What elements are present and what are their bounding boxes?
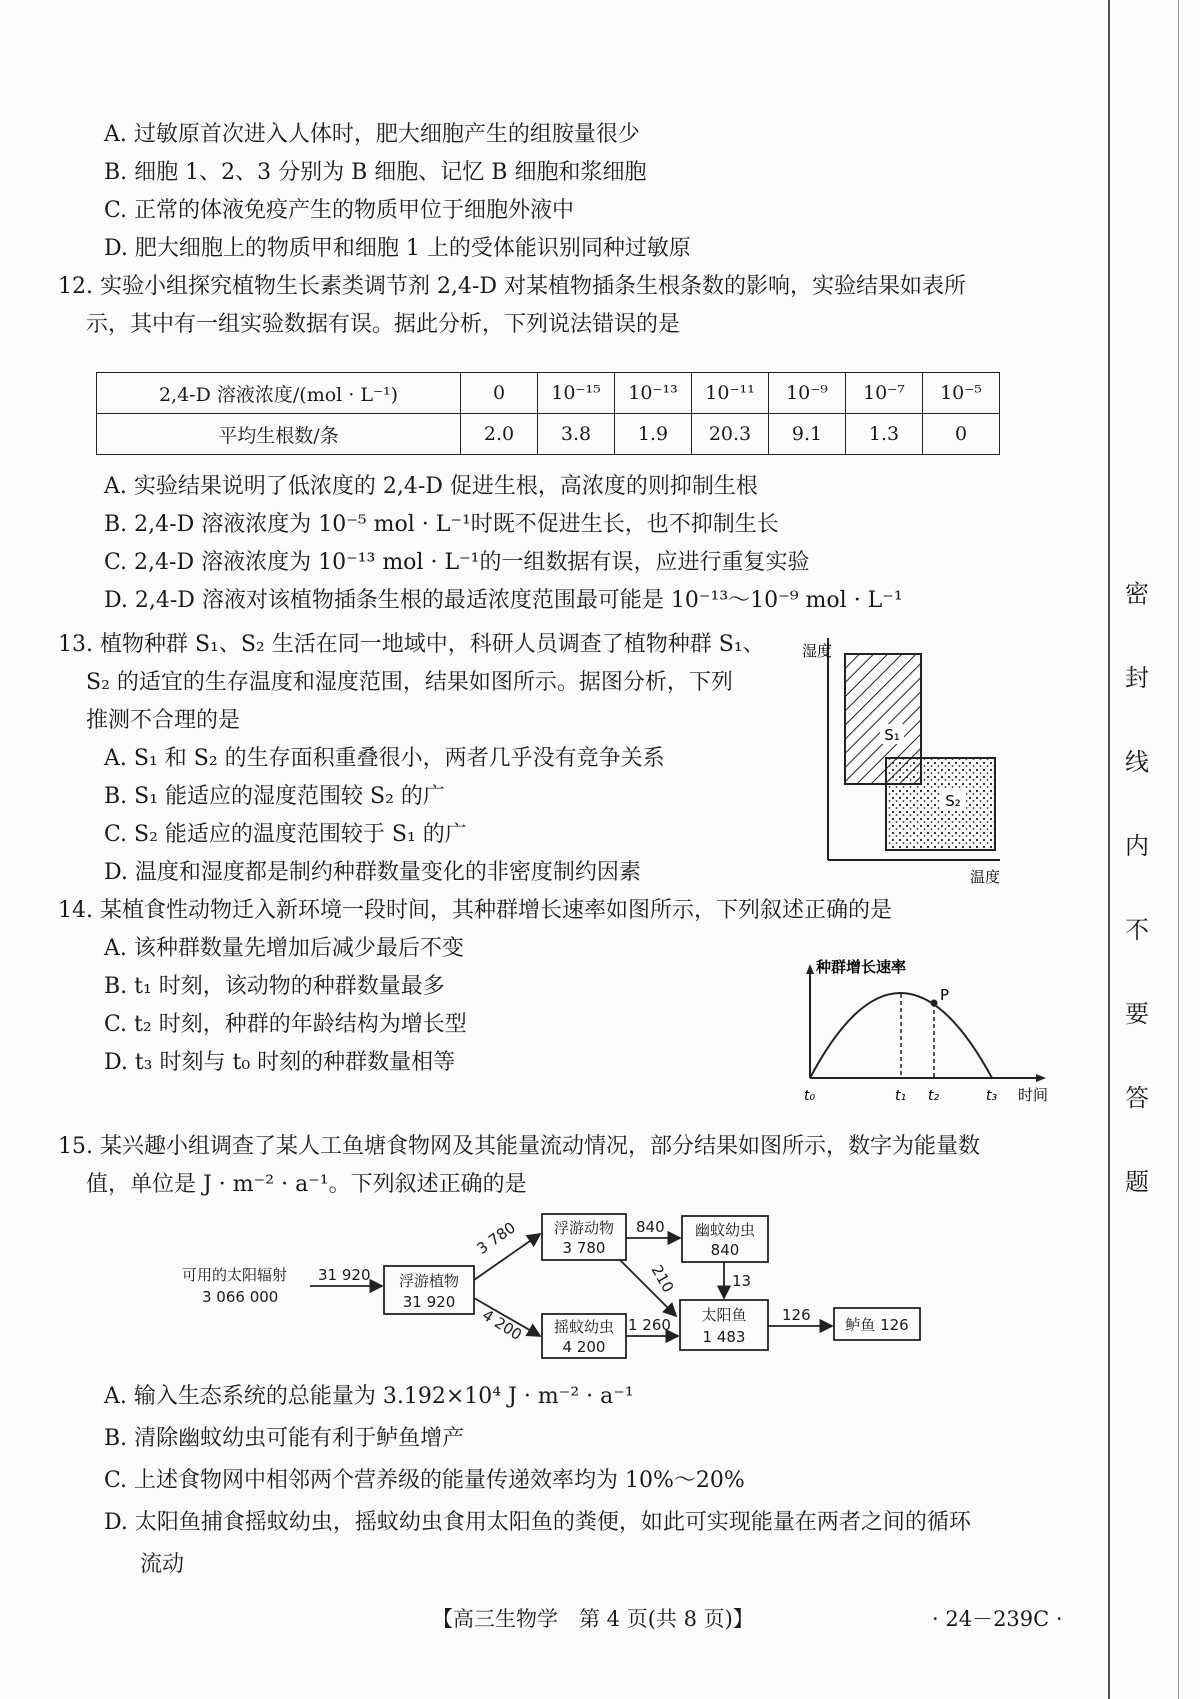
q13-option-d: D. 温度和湿度都是制约种群数量变化的非密度制约因素	[104, 860, 641, 885]
q15-stem-line2: 值，单位是 J · m⁻² · a⁻¹。下列叙述正确的是	[86, 1172, 527, 1197]
q11-option-a: A. 过敏原首次进入人体时，肥大细胞产生的组胺量很少	[104, 122, 640, 147]
q15-option-d-continued: 流动	[140, 1552, 185, 1577]
phantom-value: 840	[710, 1241, 740, 1259]
sunfish-name: 太阳鱼	[701, 1306, 747, 1324]
q14-t1-label: t₁	[895, 1088, 907, 1104]
seal-char: 不	[1125, 916, 1149, 944]
q14-point-p-label: P	[940, 986, 950, 1004]
table-cell: 1.9	[615, 414, 692, 455]
q12-stem-line2: 示，其中有一组实验数据有误。据此分析，下列说法错误的是	[86, 312, 681, 337]
q14-option-a: A. 该种群数量先增加后减少最后不变	[104, 936, 464, 961]
q12-option-a: A. 实验结果说明了低浓度的 2,4-D 促进生根，高浓度的则抑制生根	[104, 474, 758, 499]
q14-t2-label: t₂	[928, 1088, 940, 1104]
q13-y-label: 湿度	[802, 642, 833, 660]
table-cell: 10⁻⁵	[923, 373, 1000, 414]
q13-s2-label: S₂	[945, 792, 961, 810]
q12-data-table	[96, 372, 1000, 455]
table-cell: 10⁻⁷	[846, 373, 923, 414]
q13-s1-label: S₁	[884, 726, 900, 744]
zoo-value: 3 780	[562, 1239, 606, 1257]
q15-option-d: D. 太阳鱼捕食摇蚊幼虫，摇蚊幼虫食用太阳鱼的粪便，如此可实现能量在两者之间的循环	[104, 1510, 971, 1535]
seal-char: 封	[1125, 664, 1149, 692]
q14-t0-label: t₀	[804, 1088, 816, 1104]
seal-char: 线	[1125, 748, 1149, 776]
q15-food-web-diagram	[170, 1210, 930, 1360]
page-footer-code: · 24－239C ·	[932, 1607, 1063, 1631]
q13-stem-line3: 推测不合理的是	[86, 708, 241, 733]
table-header-roots: 平均生根数/条	[97, 414, 461, 455]
seal-char: 要	[1125, 1000, 1149, 1028]
q11-option-d: D. 肥大细胞上的物质甲和细胞 1 上的受体能识别同种过敏原	[104, 236, 691, 261]
seal-char: 内	[1125, 832, 1149, 860]
phyto-to-zoo-value: 3 780	[473, 1218, 519, 1258]
table-cell: 0	[923, 414, 1000, 455]
q15-option-a: A. 输入生态系统的总能量为 3.192×10⁴ J · m⁻² · a⁻¹	[104, 1384, 634, 1409]
q14-x-label: 时间	[1018, 1086, 1049, 1104]
q13-option-a: A. S₁ 和 S₂ 的生存面积重叠很小，两者几乎没有竞争关系	[104, 746, 665, 771]
zoo-to-phantom-value: 840	[636, 1218, 665, 1236]
phyto-name: 浮游植物	[398, 1272, 460, 1290]
table-cell: 0	[461, 373, 538, 414]
phyto-to-mosq-value: 4 200	[479, 1305, 526, 1344]
mosq-to-sunfish-value: 1 260	[628, 1316, 671, 1334]
zoo-name: 浮游动物	[553, 1219, 615, 1237]
phyto-value: 31 920	[402, 1293, 456, 1311]
q14-option-b: B. t₁ 时刻，该动物的种群数量最多	[104, 974, 445, 999]
sunfish-value: 1 483	[702, 1328, 746, 1346]
q12-option-d: D. 2,4-D 溶液对该植物插条生根的最适浓度范围最可能是 10⁻¹³～10⁻⁹ mol · L⁻¹	[104, 588, 903, 613]
q12-option-b: B. 2,4-D 溶液浓度为 10⁻⁵ mol · L⁻¹时既不促进生长，也不抑制生长	[104, 512, 779, 537]
sun-label: 可用的太阳辐射	[182, 1266, 288, 1284]
table-row	[97, 373, 1000, 414]
table-cell: 20.3	[692, 414, 769, 455]
seal-char: 题	[1125, 1168, 1149, 1196]
q13-option-c: C. S₂ 能适应的温度范围较于 S₁ 的广	[104, 822, 467, 847]
q13-x-label: 温度	[970, 868, 1001, 886]
binding-line	[1108, 0, 1110, 1699]
q13-option-b: B. S₁ 能适应的湿度范围较 S₂ 的广	[104, 784, 445, 809]
q15-stem-line1: 15. 某兴趣小组调查了某人工鱼塘食物网及其能量流动情况，部分结果如图所示，数字为能量数	[58, 1134, 980, 1159]
table-cell: 3.8	[538, 414, 615, 455]
phantom-name: 幽蚊幼虫	[694, 1221, 756, 1239]
q14-option-c: C. t₂ 时刻，种群的年龄结构为增长型	[104, 1012, 467, 1037]
q14-figure	[800, 958, 1060, 1110]
table-cell: 10⁻¹³	[615, 373, 692, 414]
page-footer-info: 【高三生物学 第 4 页(共 8 页)】	[432, 1607, 754, 1631]
q11-option-c: C. 正常的体液免疫产生的物质甲位于细胞外液中	[104, 198, 575, 223]
table-header-concentration: 2,4-D 溶液浓度/(mol · L⁻¹)	[97, 373, 461, 414]
sunfish-to-bass-value: 126	[782, 1306, 811, 1324]
page-edge-line	[1178, 0, 1179, 1699]
table-cell: 2.0	[461, 414, 538, 455]
table-cell: 10⁻⁹	[769, 373, 846, 414]
q14-point-p	[931, 1000, 938, 1007]
phantom-to-sunfish-value: 13	[732, 1272, 752, 1290]
q14-y-arrow	[806, 964, 814, 974]
q14-y-label: 种群增长速率	[816, 958, 907, 976]
mosq-value: 4 200	[562, 1338, 606, 1356]
mosq-name: 摇蚊幼虫	[553, 1318, 615, 1336]
q14-x-arrow	[1036, 1074, 1046, 1082]
q14-stem: 14. 某植食性动物迁入新环境一段时间，其种群增长速率如图所示，下列叙述正确的是	[58, 898, 892, 923]
sun-to-phyto-value: 31 920	[318, 1266, 371, 1284]
seal-char: 密	[1125, 580, 1149, 608]
table-cell: 10⁻¹⁵	[538, 373, 615, 414]
q15-option-b: B. 清除幽蚊幼虫可能有利于鲈鱼增产	[104, 1426, 465, 1451]
q12-option-c: C. 2,4-D 溶液浓度为 10⁻¹³ mol · L⁻¹的一组数据有误，应进行重复实验	[104, 550, 810, 575]
bass-label: 鲈鱼 126	[845, 1316, 909, 1334]
q12-stem-line1: 12. 实验小组探究植物生长素类调节剂 2,4-D 对某植物插条生根条数的影响，实验结果如表所	[58, 274, 967, 299]
sun-value: 3 066 000	[202, 1288, 279, 1306]
q13-stem-line2: S₂ 的适宜的生存温度和湿度范围，结果如图所示。据图分析，下列	[86, 670, 733, 695]
q13-figure	[800, 628, 1060, 888]
q11-option-b: B. 细胞 1、2、3 分别为 B 细胞、记忆 B 细胞和浆细胞	[104, 160, 647, 185]
zoo-to-sunfish-value: 210	[647, 1261, 678, 1296]
q14-option-d: D. t₃ 时刻与 t₀ 时刻的种群数量相等	[104, 1050, 456, 1075]
seal-char: 答	[1125, 1084, 1149, 1112]
table-cell: 10⁻¹¹	[692, 373, 769, 414]
table-row	[97, 414, 1000, 455]
table-cell: 1.3	[846, 414, 923, 455]
q14-t3-label: t₃	[986, 1088, 998, 1104]
q15-option-c: C. 上述食物网中相邻两个营养级的能量传递效率均为 10%～20%	[104, 1468, 745, 1493]
q13-stem-line1: 13. 植物种群 S₁、S₂ 生活在同一地域中，科研人员调查了植物种群 S₁、	[58, 632, 765, 657]
table-cell: 9.1	[769, 414, 846, 455]
